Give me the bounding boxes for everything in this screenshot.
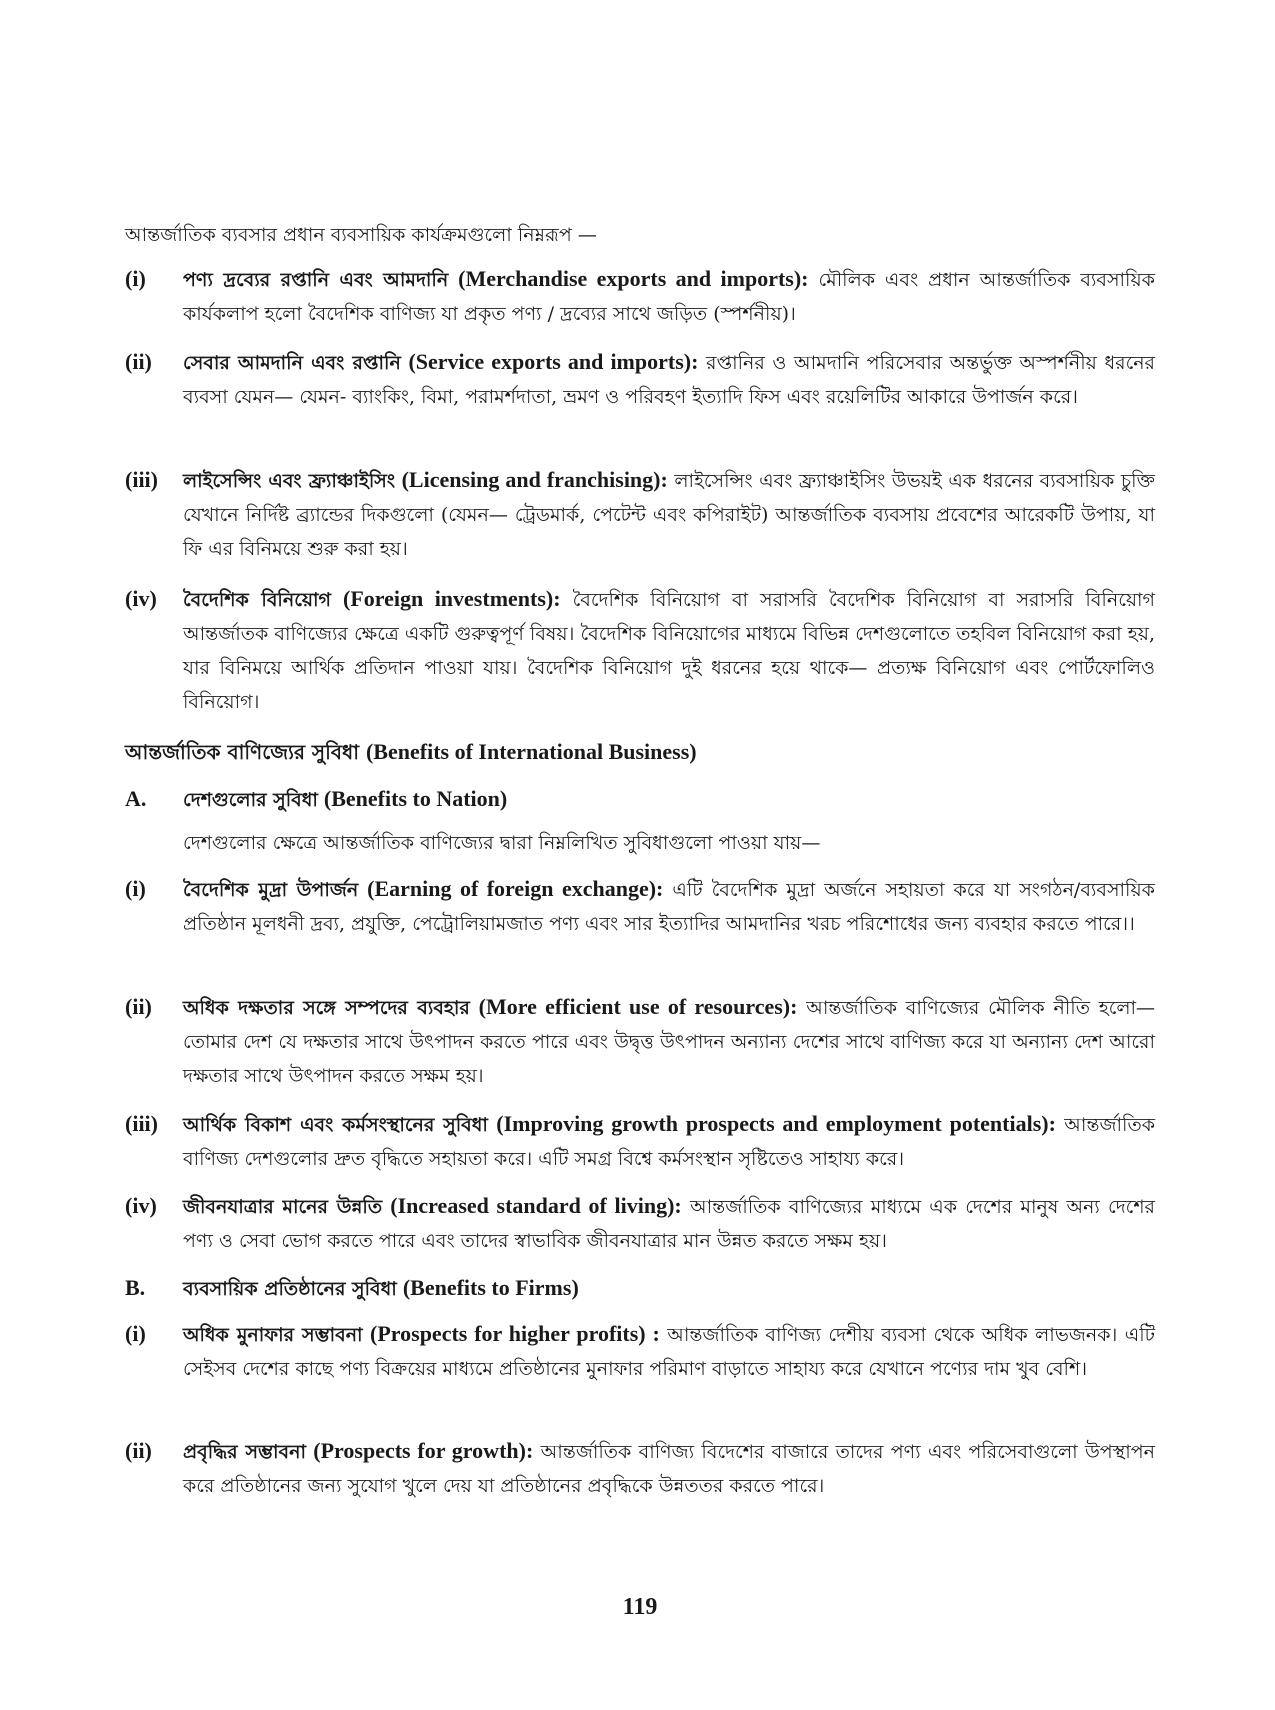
item-text: আন্তর্জাতিক বাণিজ্যের মৌলিক নীতি হলো— তোমার দেশ যে দক্ষতার সাথে উৎপাদন করতে পারে এবং উদ্বৃত্ত উৎপাদন অন্যান্য দেশের সাথে বাণিজ্য করে যা অন্যান্য দেশ আরো দক্ষতার সাথে উৎপাদন করতে সক্ষম হয়।: [183, 997, 1156, 1087]
item-heading: অধিক দক্ষতার সঙ্গে সম্পদের ব্যবহার: [183, 997, 470, 1019]
page-number: 119: [622, 1594, 658, 1620]
item-text: আন্তর্জাতিক বাণিজ্য দেশীয় ব্যবসা থেকে অধিক লাভজনক। এটি সেইসব দেশের কাছে পণ্য বিক্রয়ের মাধ্যমে প্রতিষ্ঠানের মুনাফার পরিমাণ বাড়াতে সাহায্য করে যেখানে পণ্যের দাম খুব বেশি।: [183, 1324, 1155, 1380]
item-heading: অধিক মুনাফার সম্ভাবনা: [183, 1324, 363, 1346]
item-heading: প্রবৃদ্ধির সম্ভাবনা: [183, 1441, 306, 1463]
item-text: বৈদেশিক বিনিয়োগ বা সরাসরি বৈদেশিক বিনিয়োগ বা সরাসরি বিনিয়োগ আন্তর্জাতক বাণিজ্যের ক্ষেত্রে একটি গুরুত্বপূর্ণ বিষয়। বৈদেশিক বিনিয়োগের মাধ্যমে বিভিন্ন দেশগুলোতে তহবিল বিনিয়োগ করা হয়, যার বিনিময়ে আর্থিক প্রতিদান পাওয়া যায়। বৈদেশিক বিনিয়োগ দুই ধরনের হয়ে থাকে— প্রত্যক্ষ বিনিয়োগ এবং পোর্টফোলিও বিনিয়োগ।: [183, 589, 1155, 713]
item-heading: জীবনযাত্রার মানের উন্নতি: [183, 1196, 383, 1218]
section-label: A.: [125, 786, 147, 811]
section-heading-bn: দেশগুলোর সুবিধা: [183, 789, 318, 811]
item-number: (iii): [125, 467, 158, 492]
item-number: (ii): [125, 349, 152, 374]
item-heading: পণ্য দ্রব্যের রপ্তানি এবং আমদানি: [183, 269, 449, 291]
item-number: (ii): [125, 994, 152, 1019]
item-number: (i): [125, 266, 146, 291]
item-number: (iv): [125, 586, 157, 611]
activity-item-2: [125, 345, 1155, 414]
activity-item-4: [125, 582, 1155, 719]
item-text: আন্তর্জাতিক বাণিজ্য দেশগুলোর দ্রুত বৃদ্ধিতে সহায়তা করে। এটি সমগ্র বিশ্বে কর্মসংস্থান সৃষ্টিতেও সাহায্য করে।: [183, 1114, 1155, 1170]
section-b-heading: [125, 1271, 1155, 1306]
item-text: আন্তর্জাতিক বাণিজ্যের মাধ্যমে এক দেশের মানুষ অন্য দেশের পণ্য ও সেবা ভোগ করতে পারে এবং তাদের স্বাভাবিক জীবনযাত্রার মান উন্নত করতে সক্ষম হয়।: [183, 1196, 1156, 1252]
section-a-heading: [125, 782, 1155, 817]
item-english-heading: (Service exports and imports):: [408, 349, 699, 374]
benefits-heading-bn: আন্তর্জাতিক বাণিজ্যের সুবিধা: [125, 740, 360, 764]
benefits-heading: [125, 735, 697, 769]
item-text: রপ্তানির ও আমদানি পরিসেবার অন্তর্ভুক্ত অস্পর্শনীয় ধরনের ব্যবসা যেমন— যেমন- ব্যাংকিং, বিমা, পরামর্শদাতা, ভ্রমণ ও পরিবহণ ইত্যাদি ফিস এবং রয়েলিটির আকারে উপার্জন করে।: [183, 352, 1155, 408]
item-english-heading: (Prospects for higher profits) :: [370, 1321, 660, 1346]
item-heading: লাইসেন্সিং এবং ফ্র্যাঞ্চাইসিং: [183, 470, 396, 492]
item-text: আন্তর্জাতিক বাণিজ্য বিদেশের বাজারে তাদের পণ্য এবং পরিসেবাগুলো উপস্থাপন করে প্রতিষ্ঠানের জন্য সুযোগ খুলে দেয় যা প্রতিষ্ঠানের প্রবৃদ্ধিকে উন্নততর করতে পারে।: [183, 1441, 1155, 1497]
nation-benefit-2: [125, 990, 1155, 1093]
item-number: (iii): [125, 1111, 158, 1136]
section-a-intro: [125, 826, 1155, 860]
benefits-heading-eng: (Benefits of International Business): [365, 739, 697, 764]
firm-benefit-2: [125, 1434, 1155, 1503]
activity-item-1: [125, 262, 1155, 331]
item-text: লাইসেন্সিং এবং ফ্র্যাঞ্চাইসিং উভয়ই এক ধরনের ব্যবসায়িক চুক্তি যেখানে নির্দিষ্ট ব্র্যান্ডের দিকগুলো (যেমন— ট্রেডমার্ক, পেটেন্ট এবং কপিরাইট) আন্তর্জাতিক ব্যবসায় প্রবেশের আরেকটি উপায়, যা ফি এর বিনিময়ে শুরু করা হয়।: [183, 470, 1155, 560]
item-number: (i): [125, 1321, 146, 1346]
item-heading: বৈদেশিক মুদ্রা উপার্জন: [183, 879, 359, 901]
item-english-heading: (Increased standard of living):: [390, 1193, 682, 1218]
item-number: (ii): [125, 1438, 152, 1463]
item-english-heading: (Earning of foreign exchange):: [367, 876, 664, 901]
nation-benefit-3: [125, 1107, 1155, 1176]
item-english-heading: (Merchandise exports and imports):: [458, 266, 809, 291]
section-heading-eng: (Benefits to Firms): [402, 1275, 579, 1300]
activity-item-3: [125, 463, 1155, 566]
item-text: এটি বৈদেশিক মুদ্রা অর্জনে সহায়তা করে যা সংগঠন/ব্যবসায়িক প্রতিষ্ঠান মূলধনী দ্রব্য, প্রযুক্তি, পেট্রোলিয়ামজাত পণ্য এবং সার ইত্যাদির আমদানির খরচ পরিশোধের জন্য ব্যবহার করতে পারে।।: [183, 879, 1155, 935]
item-english-heading: (Licensing and franchising):: [401, 467, 668, 492]
item-text: মৌলিক এবং প্রধান আন্তর্জাতিক ব্যবসায়িক কার্যকলাপ হলো বৈদেশিক বাণিজ্য যা প্রকৃত পণ্য / দ্রব্যের সাথে জড়িত (স্পর্শনীয়)।: [183, 269, 1155, 325]
intro-line: আন্তর্জাতিক ব্যবসার প্রধান ব্যবসায়িক কার্যক্রমগুলো নিম্নরূপ —: [125, 224, 597, 246]
item-english-heading: (Improving growth prospects and employment potentials):: [496, 1111, 1056, 1136]
item-heading: আর্থিক বিকাশ এবং কর্মসংস্থানের সুবিধা: [183, 1114, 488, 1136]
item-heading: সেবার আমদানি এবং রপ্তানি: [183, 352, 401, 374]
nation-benefit-4: [125, 1189, 1155, 1258]
item-number: (i): [125, 876, 146, 901]
section-intro-text: দেশগুলোর ক্ষেত্রে আন্তর্জাতিক বাণিজ্যের দ্বারা নিম্নলিখিত সুবিধাগুলো পাওয়া যায়—: [183, 832, 821, 854]
section-heading-eng: (Benefits to Nation): [323, 786, 508, 811]
nation-benefit-1: [125, 872, 1155, 941]
item-number: (iv): [125, 1193, 157, 1218]
item-heading: বৈদেশিক বিনিয়োগ: [183, 589, 331, 611]
item-english-heading: (Foreign investments):: [343, 586, 561, 611]
section-heading-bn: ব্যবসায়িক প্রতিষ্ঠানের সুবিধা: [183, 1278, 397, 1300]
firm-benefit-1: [125, 1317, 1155, 1386]
item-english-heading: (Prospects for growth):: [313, 1438, 534, 1463]
section-label: B.: [125, 1275, 146, 1300]
item-english-heading: (More efficient use of resources):: [478, 994, 798, 1019]
